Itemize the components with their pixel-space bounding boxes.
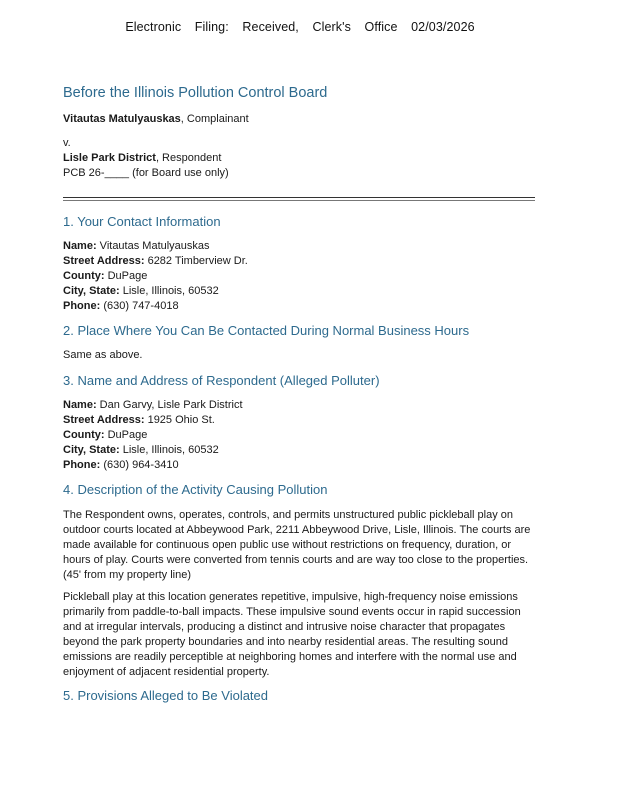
field-value: 6282 Timberview Dr. <box>144 255 248 267</box>
field-row <box>63 443 243 458</box>
respondent-name: Lisle Park District <box>63 152 156 164</box>
field-value: Vitautas Matulyauskas <box>96 240 210 252</box>
complainant-role: , Complainant <box>180 113 249 125</box>
section-1-heading: 1. Your Contact Information <box>63 214 221 229</box>
field-row <box>63 428 243 443</box>
field-label: Name: <box>63 240 97 252</box>
field-label: Phone: <box>63 300 101 312</box>
description-paragraph-1: The Respondent owns, operates, controls, and permits unstructured public pickleball play on outdoor courts located at Abbeywood Park, 2211 Abbeywood Drive, Lisle, Illinois. The courts are made available for continuous open public use without restrictions on frequency, duration, or hours of play. Courts were converted from tennis courts and are way too close to the properties. (45' from my property line) <box>63 509 531 581</box>
field-value: Lisle, Illinois, 60532 <box>119 444 219 456</box>
section-2-text: Same as above. <box>63 349 143 361</box>
field-row <box>63 458 243 473</box>
field-label: Phone: <box>63 459 101 471</box>
respondent-role: , Respondent <box>155 152 222 164</box>
field-label: City, State: <box>63 285 120 297</box>
description-paragraph-2: Pickleball play at this location generates repetitive, impulsive, high-frequency noise emissions primarily from paddle-to-ball impacts. These impulsive sound events occur in rapid succession and at irregular intervals, producing a distinct and intrusive noise character that propagates beyond the park property boundaries and into nearby residential areas. The resulting sound emissions are readily perceptible at neighboring homes and interfere with the normal use and enjoyment of adjacent residential property. <box>63 591 521 678</box>
caption-complainant <box>63 112 249 127</box>
field-row <box>63 269 248 284</box>
field-label: Name: <box>63 399 97 411</box>
respondent-info-block <box>63 398 243 473</box>
field-row <box>63 299 248 314</box>
document-title: Before the Illinois Pollution Control Board <box>63 85 328 101</box>
versus-label: v. <box>63 137 71 149</box>
caption-block <box>63 136 229 181</box>
field-value: DuPage <box>104 270 148 282</box>
field-row <box>63 398 243 413</box>
field-value: Dan Garvy, Lisle Park District <box>96 399 243 411</box>
field-label: City, State: <box>63 444 120 456</box>
section-5-heading: 5. Provisions Alleged to Be Violated <box>63 688 269 703</box>
field-value: (630) 747-4018 <box>100 300 179 312</box>
field-row <box>63 413 243 428</box>
field-value: DuPage <box>104 429 148 441</box>
section-4-heading: 4. Description of the Activity Causing Pollution <box>63 482 328 497</box>
field-row <box>63 254 248 269</box>
field-row <box>63 239 248 254</box>
field-value: 1925 Ohio St. <box>144 414 215 426</box>
field-label: County: <box>63 429 105 441</box>
caption-respondent <box>63 151 229 166</box>
clerk-filing-stamp: Electronic Filing: Received, Clerk's Office 02/03/2026 <box>125 20 475 34</box>
complainant-name: Vitautas Matulyauskas <box>63 113 181 125</box>
field-value: (630) 964-3410 <box>100 459 179 471</box>
section-2-heading: 2. Place Where You Can Be Contacted During Normal Business Hours <box>63 323 470 338</box>
field-label: County: <box>63 270 105 282</box>
field-label: Street Address: <box>63 255 145 267</box>
field-label: Street Address: <box>63 414 145 426</box>
field-row <box>63 284 248 299</box>
section-divider <box>63 197 535 201</box>
contact-info-block <box>63 239 248 314</box>
section-3-heading: 3. Name and Address of Respondent (Alleged Polluter) <box>63 373 380 388</box>
field-value: Lisle, Illinois, 60532 <box>119 285 219 297</box>
case-number: PCB 26-____ (for Board use only) <box>63 167 229 179</box>
